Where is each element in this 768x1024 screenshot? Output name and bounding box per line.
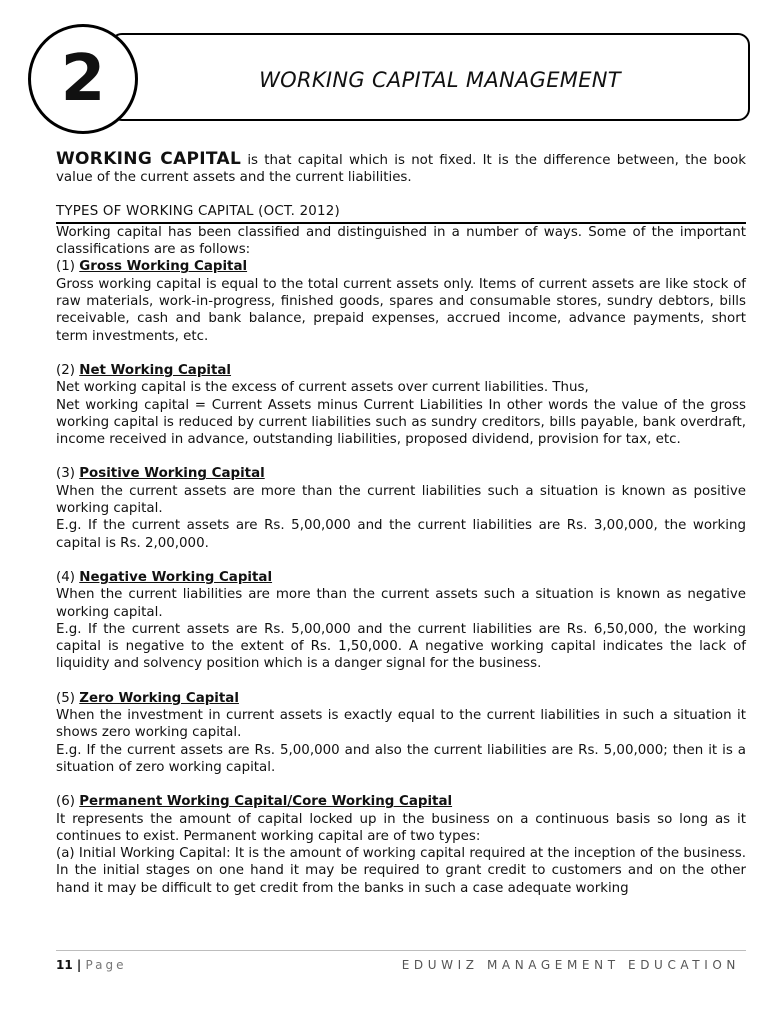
section-paragraph: (a) Initial Working Capital: It is the amount of working capital required at the inception of the business. In the initial stages on one hand it may be required to grant credit to customers and on the other hand it may be difficult to get credit from the banks in such a case adequate working — [56, 846, 746, 896]
section-paragraph: Net working capital is the excess of current assets over current liabilities. Thus, — [56, 380, 589, 396]
section-title: Permanent Working Capital/Core Working Capital — [79, 794, 453, 810]
section — [56, 690, 746, 776]
types-heading: TYPES OF WORKING CAPITAL (OCT. 2012) — [56, 203, 746, 224]
sections-list — [56, 258, 746, 897]
section — [56, 362, 746, 448]
section-number: (5) — [56, 690, 80, 706]
section-heading — [56, 258, 746, 275]
section-title: Negative Working Capital — [79, 569, 273, 585]
section — [56, 793, 746, 897]
intro-paragraph — [56, 151, 746, 187]
footer-divider — [56, 950, 746, 951]
publisher-name: EDUWIZ MANAGEMENT EDUCATION — [401, 958, 740, 972]
section-paragraph: Gross working capital is equal to the total current assets only. Items of current assets are like stock of raw materials, work-in-progress, finished goods, spares and consumable stores, sundry debtors, bills receivable, cash and bank balance, prepaid expenses, accrued income, advance payments, short term investments, etc. — [56, 276, 746, 344]
section-paragraph: When the investment in current assets is exactly equal to the current liabilities in such a situation it shows zero working capital. — [56, 708, 746, 741]
section-title: Gross Working Capital — [79, 259, 248, 275]
section-heading — [56, 793, 746, 810]
chapter-title: WORKING CAPITAL MANAGEMENT — [259, 68, 621, 92]
section-gap — [56, 552, 746, 569]
section-paragraph: E.g. If the current assets are Rs. 5,00,000 and the current liabilities are Rs. 6,50,000, the working capital is negative to the extent of Rs. 1,50,000. A negative working capital indicates the lack of liquidity and solvency position which is a danger signal for the business. — [56, 621, 746, 672]
section-gap — [56, 345, 746, 362]
section-paragraph: When the current liabilities are more than the current assets such a situation is known as negative working capital. — [56, 587, 746, 620]
document-body — [56, 151, 746, 897]
section-title: Zero Working Capital — [79, 690, 239, 706]
section-heading — [56, 690, 746, 707]
section-paragraph: Net working capital = Current Assets minus Current Liabilities In other words the value of the gross working capital is reduced by current liabilities such as sundry creditors, bills payable, bank overdraft, income received in advance, outstanding liabilities, proposed dividend, provision for tax, etc. — [56, 397, 746, 448]
section — [56, 465, 746, 551]
intro-term: WORKING CAPITAL — [56, 149, 242, 169]
section-gap — [56, 448, 746, 465]
section-gap — [56, 776, 746, 793]
section-paragraph: When the current assets are more than the current liabilities such a situation is known as positive working capital. — [56, 483, 746, 517]
intro-text: is that capital which is not fixed. It is the difference between, the book value of the current assets and the current liabilities. — [56, 153, 746, 186]
section-paragraph: It represents the amount of capital locked up in the business on a continuous basis so long as it continues to exist. Permanent working capital are of two types: — [56, 811, 746, 844]
section-title: Positive Working Capital — [79, 466, 265, 482]
section-paragraph: E.g. If the current assets are Rs. 5,00,000 and also the current liabilities are Rs. 5,00,000; then it is a situation of zero working capital. — [56, 742, 746, 775]
section-heading — [56, 362, 746, 379]
footer-page-label — [56, 958, 127, 972]
section-number: (3) — [56, 466, 80, 482]
section — [56, 258, 746, 344]
section-gap — [56, 673, 746, 690]
section-title: Net Working Capital — [79, 362, 232, 378]
section-number: (2) — [56, 362, 80, 378]
section — [56, 569, 746, 673]
page-word: Page — [85, 958, 127, 972]
page-number: 11 — [56, 958, 73, 972]
section-number: (1) — [56, 259, 80, 275]
chapter-number: 2 — [60, 42, 106, 116]
types-intro: Working capital has been classified and distinguished in a number of ways. Some of the important classifications are as follows: — [56, 224, 746, 258]
section-heading — [56, 465, 746, 482]
section-paragraph: E.g. If the current assets are Rs. 5,00,000 and the current liabilities are Rs. 3,00,000, the working capital is Rs. 2,00,000. — [56, 518, 746, 551]
page-separator: | — [72, 958, 86, 972]
section-heading — [56, 569, 746, 586]
section-number: (6) — [56, 794, 80, 810]
chapter-number-badge — [28, 24, 138, 134]
section-number: (4) — [56, 569, 80, 585]
